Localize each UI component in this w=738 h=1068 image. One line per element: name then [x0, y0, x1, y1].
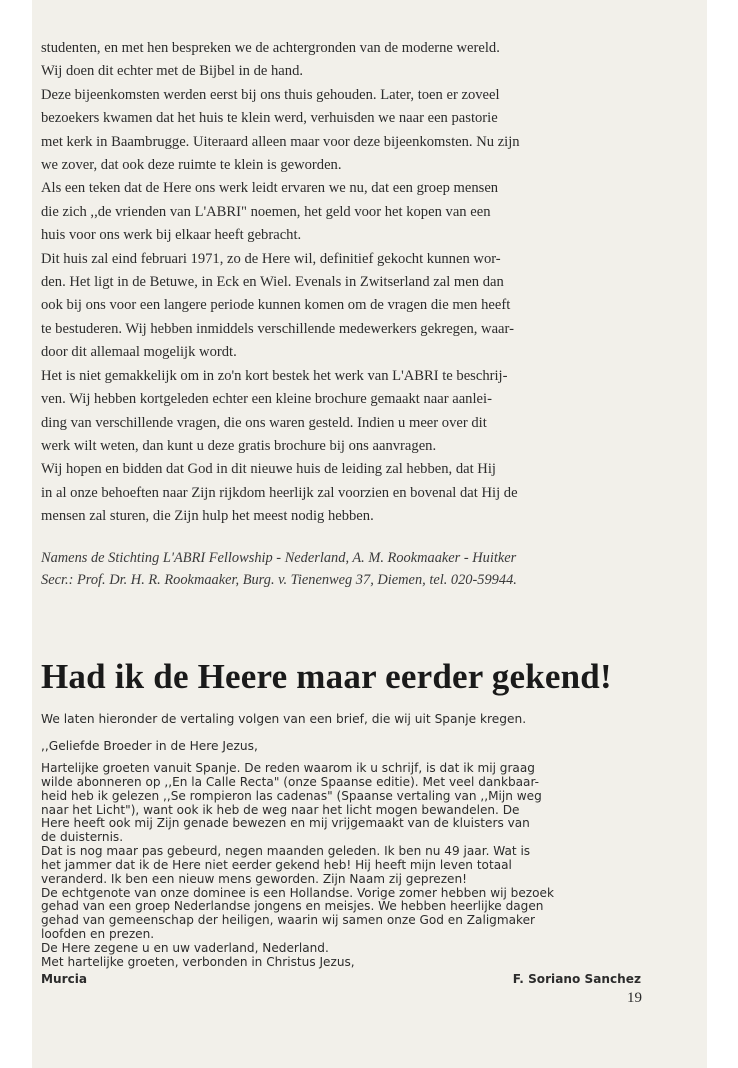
text-line: studenten, en met hen bespreken we de achtergronden van de moderne wereld. [41, 40, 500, 56]
letter-author: F. Soriano Sanchez [512, 972, 641, 986]
letter-line: het jammer dat ik de Here niet eerder gekend heb! Hij heeft mijn leven totaal [41, 857, 512, 872]
letter-line: veranderd. Ik ben een nieuw mens geworden. Zijn Naam zij geprezen! [41, 871, 468, 886]
article-text [41, 37, 651, 529]
page-number: 19 [627, 990, 642, 1006]
text-line: ook bij ons voor een langere periode kunnen komen om de vragen die men heeft [41, 297, 511, 314]
text-line: door dit allemaal mogelijk wordt. [41, 344, 237, 361]
letter-line: loofden en prezen. [41, 927, 155, 942]
letter-line: gehad van gemeenschap der heiligen, waarin wij samen onze God en Zaligmaker [41, 913, 536, 928]
letter-line: gehad van een groep Nederlandse jongens en meisjes. We hebben heerlijke dagen [41, 899, 544, 914]
text-line: die zich ,,de vrienden van L'ABRI" noemen, het geld voor het kopen van een [41, 203, 491, 220]
article-intro: We laten hieronder de vertaling volgen van een brief, die wij uit Spanje kregen. [41, 712, 527, 726]
letter-line: Hartelijke groeten vanuit Spanje. De reden waarom ik u schrijf, is dat ik mij graag [41, 761, 535, 775]
article-signature [41, 547, 651, 591]
text-line: Het is niet gemakkelijk om in zo'n kort bestek het werk van L'ABRI te beschrij- [41, 367, 508, 384]
letter-salutation: ,,Geliefde Broeder in de Here Jezus, [41, 739, 258, 753]
letter-line: heid heb ik gelezen ,,Se rompieron las cadenas" (Spaanse vertaling van ,,Mijn weg [41, 788, 542, 803]
letter-line: De echtgenote van onze dominee is een Hollandse. Vorige zomer hebben wij bezoek [41, 885, 554, 900]
text-line: den. Het ligt in de Betuwe, in Eck en Wiel. Evenals in Zwitserland zal men dan [41, 274, 504, 291]
text-line: met kerk in Baambrugge. Uiteraard alleen maar voor deze bijeenkomsten. Nu zijn [41, 133, 520, 150]
text-line: te bestuderen. Wij hebben inmiddels verschillende medewerkers gekregen, waar- [41, 320, 514, 337]
text-line: bezoekers kwamen dat het huis te klein werd, verhuisden we naar een pastorie [41, 110, 498, 127]
text-line: Deze bijeenkomsten werden eerst bij ons thuis gehouden. Later, toen er zoveel [41, 86, 500, 103]
article-headline: Had ik de Heere maar eerder gekend! [41, 657, 612, 696]
text-line: huis voor ons werk bij elkaar heeft gebracht. [41, 227, 302, 244]
text-line: Wij hopen en bidden dat God in dit nieuwe huis de leiding zal hebben, dat Hij [41, 461, 496, 478]
letter-place: Murcia [41, 972, 88, 986]
text-line: mensen zal sturen, die Zijn hulp het meest nodig hebben. [41, 508, 374, 525]
text-line: werk wilt weten, dan kunt u deze gratis brochure bij ons aanvragen. [41, 437, 437, 454]
text-line: Wij doen dit echter met de Bijbel in de hand. [41, 63, 304, 80]
letter-line: Dat is nog maar pas gebeurd, negen maanden geleden. Ik ben nu 49 jaar. Wat is [41, 844, 531, 859]
text-line: ven. Wij hebben kortgeleden echter een kleine brochure gemaakt naar aanlei- [41, 391, 492, 408]
signature-line: Secr.: Prof. Dr. H. R. Rookmaaker, Burg. v. Tienenweg 37, Diemen, tel. 020-59944. [41, 572, 517, 588]
signature-line: Namens de Stichting L'ABRI Fellowship - Nederland, A. M. Rookmaaker - Huitker [41, 550, 517, 566]
letter-line: Met hartelijke groeten, verbonden in Christus Jezus, [41, 954, 355, 969]
text-line: Dit huis zal eind februari 1971, zo de Here wil, definitief gekocht kunnen wor- [41, 250, 501, 267]
letter-line: naar het Licht"), want ook ik heb de weg naar het licht mogen bewandelen. De [41, 802, 520, 817]
text-line: Als een teken dat de Here ons werk leidt ervaren we nu, dat een groep mensen [41, 180, 499, 197]
letter-line: de duisternis. [41, 830, 124, 845]
document-page [32, 0, 707, 1068]
text-line: we zover, dat ook deze ruimte te klein is geworden. [41, 157, 342, 174]
text-line: ding van verschillende vragen, die ons waren gesteld. Indien u meer over dit [41, 414, 487, 431]
letter-body [41, 762, 656, 970]
letter-line: De Here zegene u en uw vaderland, Nederland. [41, 940, 329, 955]
text-line: in al onze behoeften naar Zijn rijkdom heerlijk zal voorzien en bovenal dat Hij de [41, 484, 518, 501]
letter-line: wilde abonneren op ,,En la Calle Recta" (onze Spaanse editie). Met veel dankbaar- [41, 774, 540, 789]
letter-line: Here heeft ook mij Zijn genade bewezen en mij vrijgemaakt van de kluisters van [41, 816, 530, 831]
